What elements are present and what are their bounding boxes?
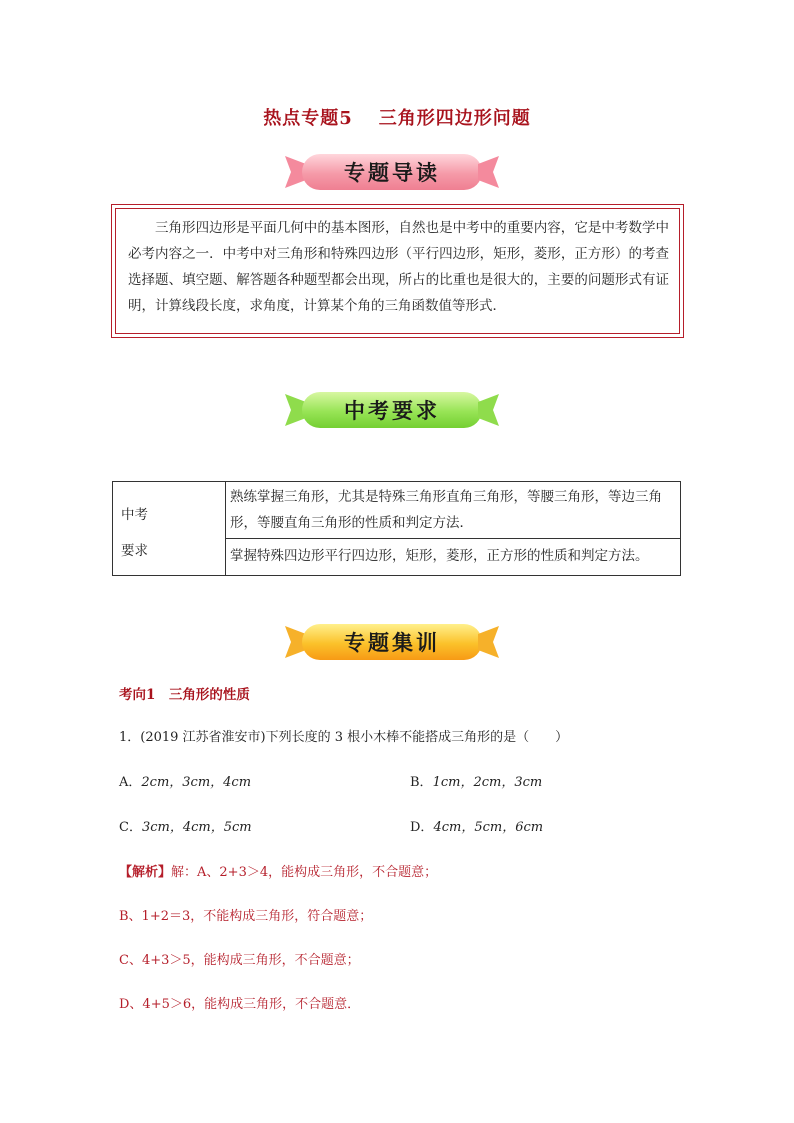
requirements-table bbox=[112, 481, 681, 576]
intro-text: 三角形四边形是平面几何中的基本图形，自然也是中考中的重要内容，它是中考数学中必考内容之一．中考中对三角形和特殊四边形（平行四边形，矩形，菱形，正方形）的考查选择题、填空题、解答题各种题型都会出现，所占的比重也是很大的，主要的问题形式有证明，计算线段长度，求角度，计算某个角的三角函数值等形式． bbox=[128, 220, 669, 314]
option-a bbox=[119, 771, 251, 790]
option-c bbox=[119, 816, 252, 835]
option-d-text: 4cm，5cm，6cm bbox=[433, 820, 544, 835]
requirements-label-line2: 要求 bbox=[121, 543, 148, 559]
banner-training-label: 专题集训 bbox=[302, 624, 482, 660]
solution-line4: D、4+5＞6，能构成三角形，不合题意． bbox=[119, 997, 361, 1012]
section-heading: 考向1 三角形的性质 bbox=[119, 687, 250, 703]
ribbon-tail-right-icon bbox=[478, 392, 502, 428]
title-part1: 热点专题5 bbox=[263, 108, 353, 129]
requirements-row2: 掌握特殊四边形平行四边形，矩形，菱形，正方形的性质和判定方法。 bbox=[226, 539, 681, 576]
solution-line2: B、1+2＝3，不能构成三角形，符合题意； bbox=[119, 909, 373, 924]
ribbon-tail-right-icon bbox=[478, 624, 502, 660]
requirements-label-line1: 中考 bbox=[121, 507, 148, 523]
banner-training bbox=[282, 622, 502, 662]
option-b-label: B． bbox=[410, 775, 433, 790]
banner-requirements bbox=[282, 390, 502, 430]
option-c-text: 3cm，4cm，5cm bbox=[141, 820, 252, 835]
option-d bbox=[410, 816, 543, 835]
banner-guide-label: 专题导读 bbox=[302, 154, 482, 190]
title-part2: 三角形四边形问题 bbox=[378, 108, 531, 129]
ribbon-tail-right-icon bbox=[478, 154, 502, 190]
option-b bbox=[410, 771, 542, 790]
requirements-label-cell bbox=[113, 482, 226, 576]
option-a-label: A． bbox=[119, 775, 142, 790]
intro-box bbox=[111, 204, 684, 338]
option-b-text: 1cm，2cm，3cm bbox=[432, 775, 543, 790]
solution-tag: 【解析】 bbox=[119, 865, 172, 880]
requirements-row1: 熟练掌握三角形，尤其是特殊三角形直角三角形，等腰三角形，等边三角形，等腰直角三角形的性质和判定方法． bbox=[226, 482, 681, 539]
banner-guide bbox=[282, 152, 502, 192]
banner-requirements-label: 中考要求 bbox=[302, 392, 482, 428]
option-d-label: D． bbox=[410, 820, 434, 835]
option-c-label: C． bbox=[119, 820, 142, 835]
solution-line1-text: 解：A、2+3＞4，能构成三角形，不合题意； bbox=[171, 865, 438, 880]
question-stem: 1．(2019 江苏省淮安市)下列长度的 3 根小木棒不能搭成三角形的是（ ） bbox=[119, 730, 569, 745]
solution-line1 bbox=[119, 861, 437, 880]
option-a-text: 2cm，3cm，4cm bbox=[141, 775, 252, 790]
page-title bbox=[0, 104, 794, 130]
solution-line3: C、4+3＞5，能构成三角形，不合题意； bbox=[119, 953, 360, 968]
